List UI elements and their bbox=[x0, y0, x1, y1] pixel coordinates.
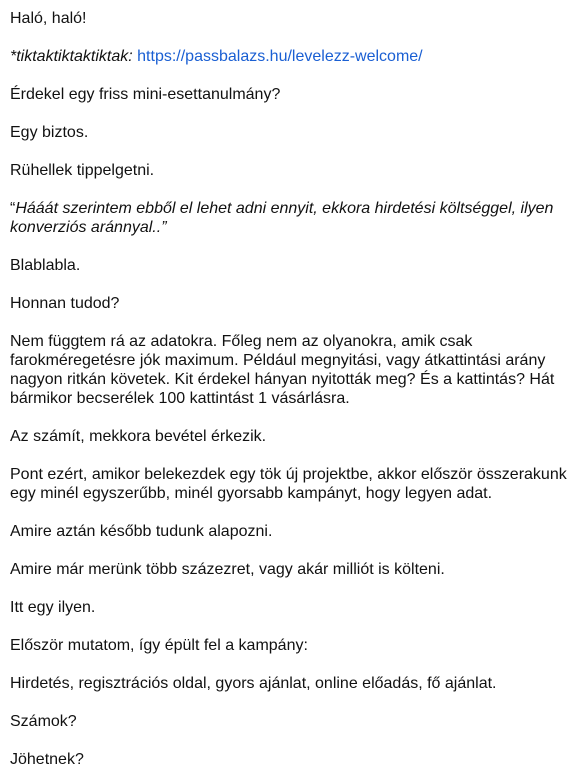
paragraph-build: Amire aztán később tudunk alapozni. bbox=[10, 523, 273, 540]
paragraph-funnel: Hirdetés, regisztrációs oldal, gyors ajánlat, online előadás, fő ajánlat. bbox=[10, 675, 497, 692]
paragraph-cut: Jöhetnek? bbox=[10, 751, 84, 768]
paragraph-numbers: Számok? bbox=[10, 713, 77, 730]
paragraph-blabla: Blablabla. bbox=[10, 257, 81, 274]
quote-text: Hááát szerintem ebből el lehet adni ennyit, ekkora hirdetési költséggel, ilyen konverziós aránnyal..” bbox=[10, 200, 554, 236]
paragraph-here: Itt egy ilyen. bbox=[10, 599, 96, 616]
quote-paragraph bbox=[10, 199, 570, 237]
sound-prefix: *tiktaktiktaktiktak: bbox=[10, 48, 133, 65]
paragraph-spend: Amire már merünk több százezret, vagy akár milliót is költeni. bbox=[10, 561, 445, 578]
paragraph-question: Érdekel egy friss mini-esettanulmány? bbox=[10, 86, 281, 103]
paragraph-howknow: Honnan tudod? bbox=[10, 295, 120, 312]
paragraph-first: Először mutatom, így épült fel a kampány: bbox=[10, 637, 308, 654]
paragraph-sure: Egy biztos. bbox=[10, 124, 89, 141]
email-body bbox=[10, 9, 570, 769]
link-paragraph bbox=[10, 47, 570, 66]
greeting: Haló, haló! bbox=[10, 10, 87, 27]
quote-mark: “ bbox=[10, 200, 16, 217]
paragraph-revenue: Az számít, mekkora bevétel érkezik. bbox=[10, 428, 267, 445]
welcome-link[interactable]: https://passbalazs.hu/levelezz-welcome/ bbox=[137, 48, 423, 65]
paragraph-project: Pont ezért, amikor belekezdek egy tök új projektbe, akkor először összerakunk egy minél egyszerűbb, minél gyorsabb kampányt, hogy legyen adat. bbox=[10, 466, 567, 502]
paragraph-metrics: Nem függtem rá az adatokra. Főleg nem az olyanokra, amik csak farokméregetésre jók maximum. Például megnyitási, vagy átkattintási arány nagyon ritkán követek. Kit érdekel hányan nyitották meg? És a kattintás? Hát bármikor becserélek 100 kattintást 1 vásárlásra. bbox=[10, 333, 555, 407]
paragraph-hate: Rühellek tippelgetni. bbox=[10, 162, 155, 179]
